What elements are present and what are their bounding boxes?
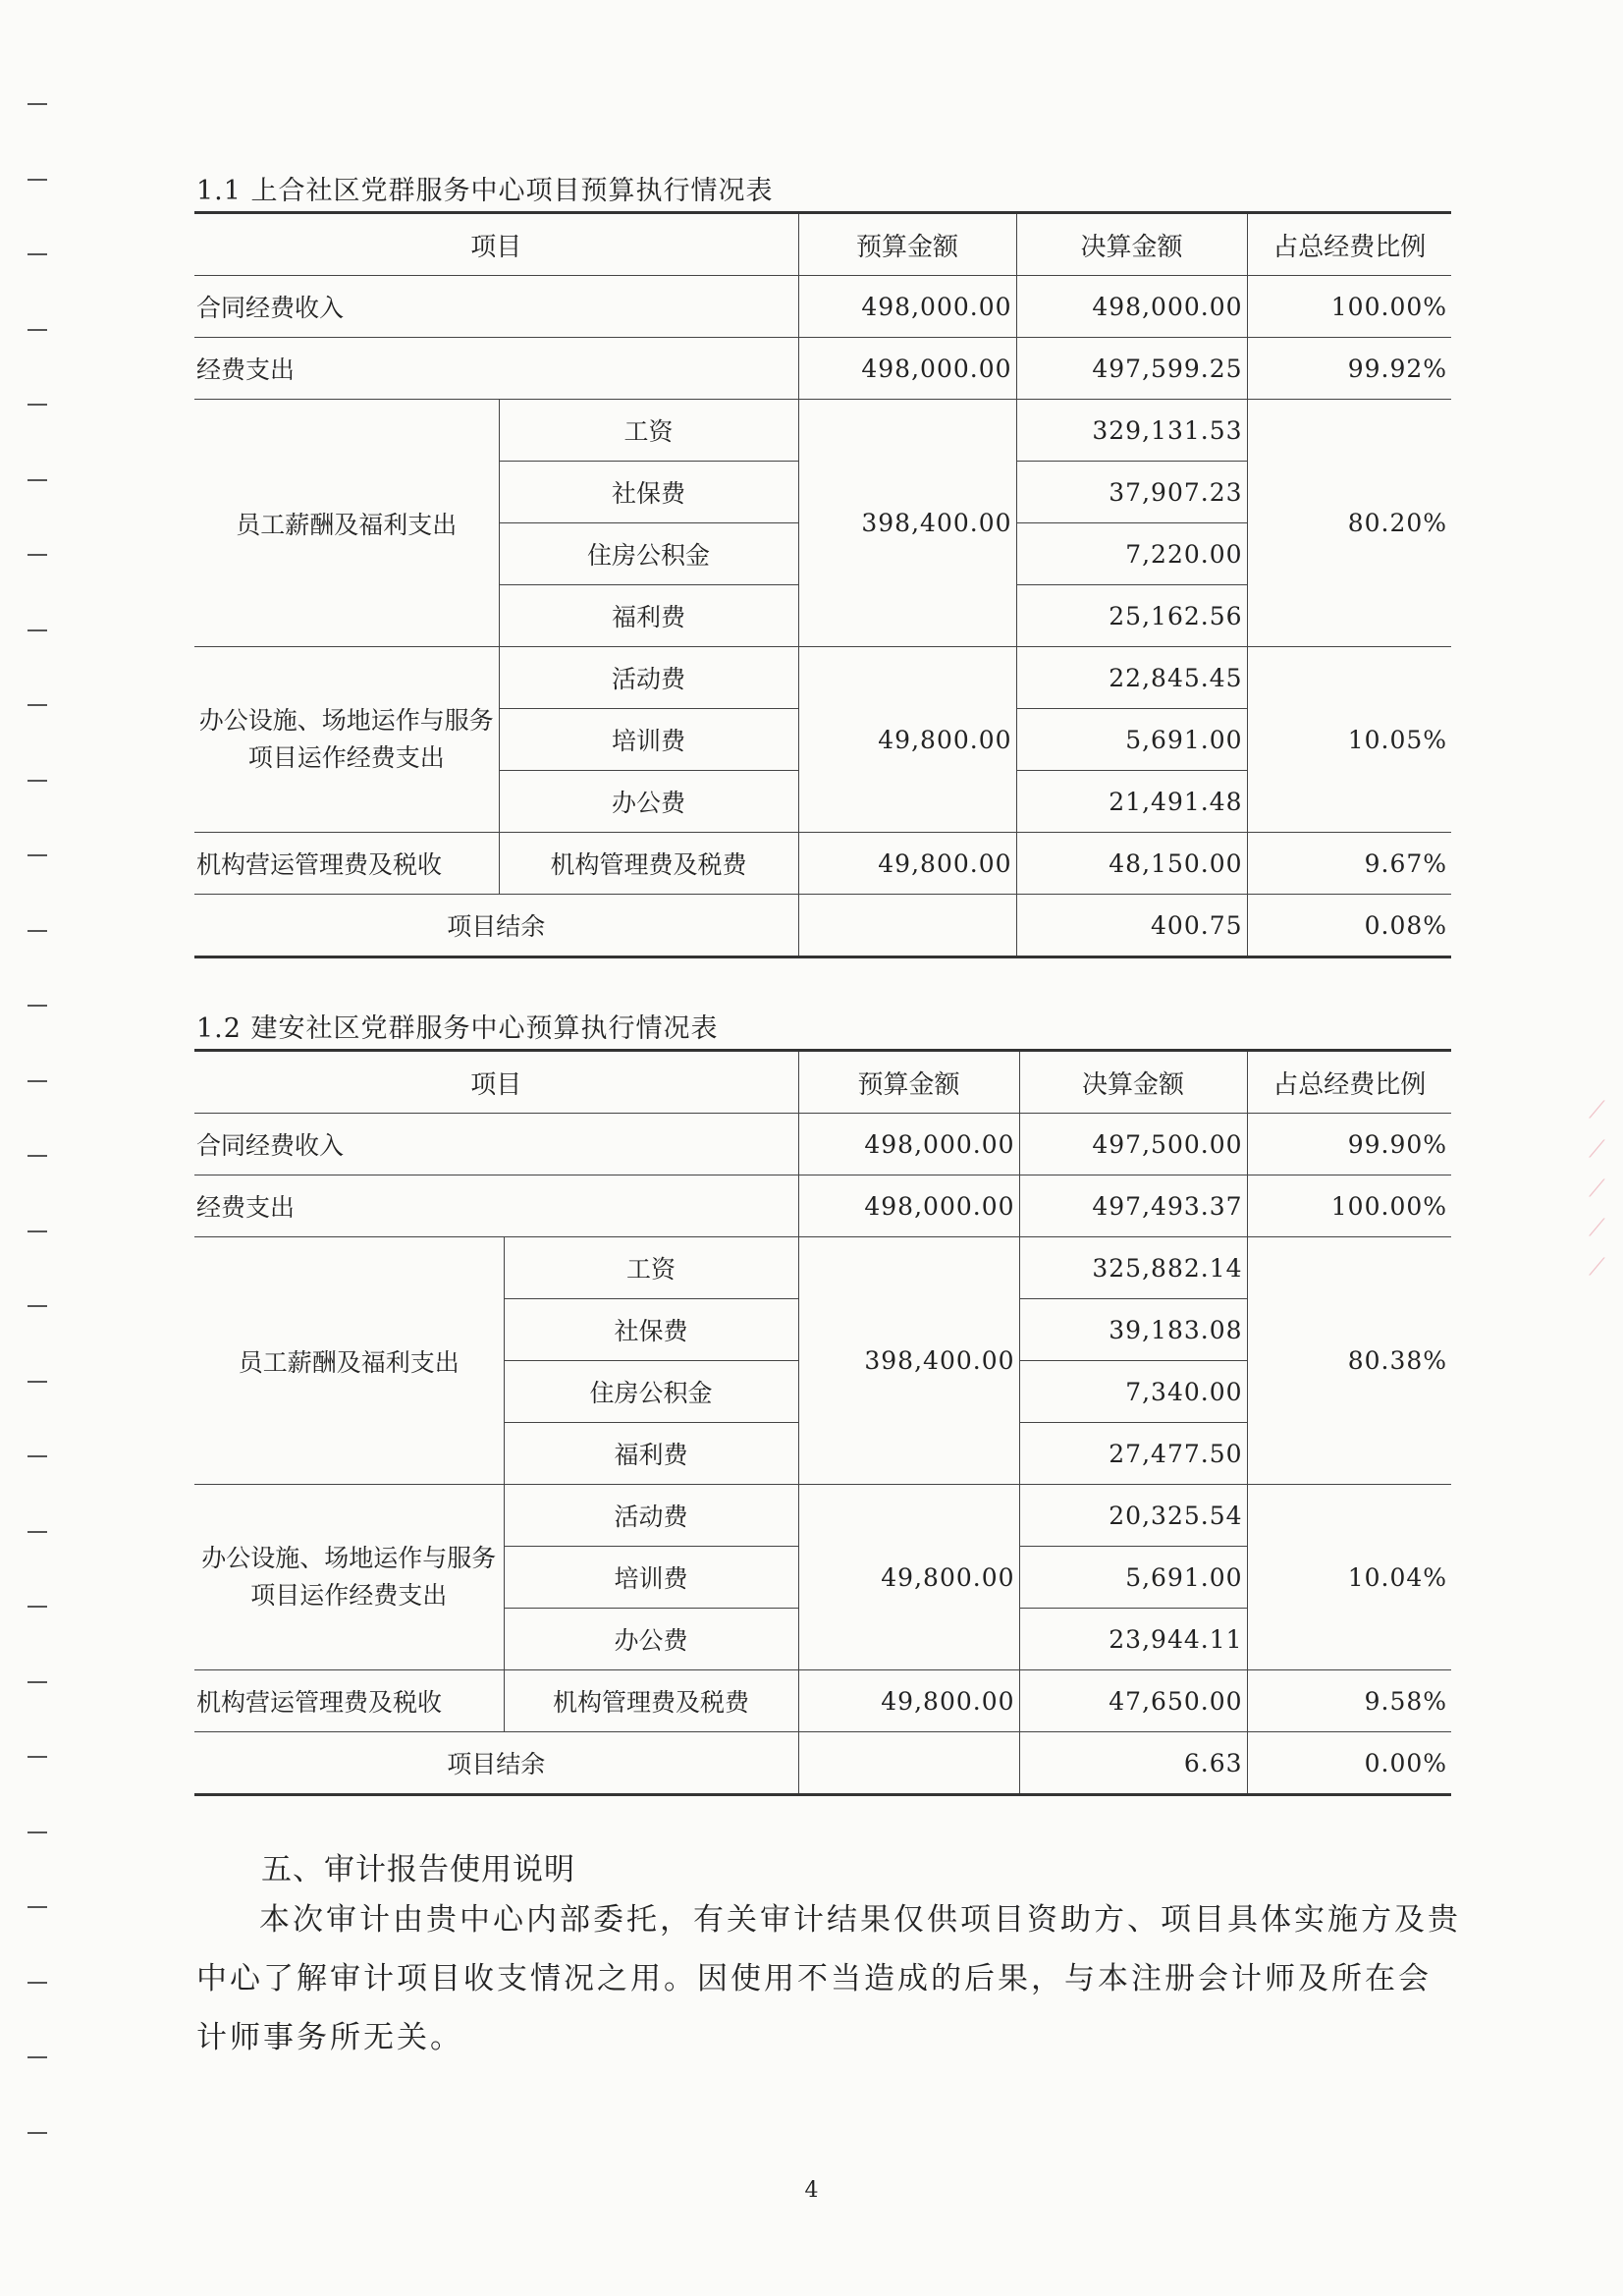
- category-label: 员工薪酬及福利支出: [194, 400, 499, 647]
- seal-stamp-fragment: ⟋ ⟋ ⟋ ⟋ ⟋: [1589, 1096, 1605, 1281]
- ratio-value: 80.20%: [1247, 400, 1451, 647]
- final-amount: 27,477.50: [1019, 1423, 1247, 1485]
- final-amount: 6.63: [1019, 1732, 1247, 1795]
- binding-mark: [27, 704, 47, 706]
- mgmt-row: [194, 1670, 1451, 1732]
- binding-mark: [27, 780, 47, 782]
- budget-amount: 498,000.00: [798, 338, 1016, 400]
- binding-mark: [27, 1155, 47, 1157]
- balance-row: [194, 1732, 1451, 1795]
- ratio-value: 9.58%: [1247, 1670, 1451, 1732]
- income-row: [194, 276, 1451, 338]
- subitem-label: 福利费: [499, 585, 798, 647]
- subitem-label: 办公费: [499, 771, 798, 833]
- binding-mark: [27, 629, 47, 631]
- ratio-value: 9.67%: [1247, 833, 1451, 895]
- ratio-value: 100.00%: [1247, 276, 1451, 338]
- row-label: 合同经费收入: [194, 276, 798, 338]
- subitem-label: 机构管理费及税费: [504, 1670, 798, 1732]
- subitem-label: 社保费: [504, 1299, 798, 1361]
- category-label: 机构营运管理费及税收: [194, 833, 499, 895]
- binding-mark: [27, 1756, 47, 1758]
- binding-mark: [27, 1080, 47, 1082]
- table2-budget-execution: [194, 1049, 1451, 1796]
- binding-mark: [27, 1455, 47, 1457]
- budget-amount: 49,800.00: [798, 1485, 1019, 1670]
- budget-amount: 498,000.00: [798, 1114, 1019, 1175]
- final-amount: 20,325.54: [1019, 1485, 1247, 1547]
- binding-mark: [27, 1531, 47, 1533]
- expense-row: [194, 338, 1451, 400]
- final-amount: 329,131.53: [1016, 400, 1247, 462]
- binding-mark: [27, 253, 47, 255]
- binding-mark: [27, 854, 47, 856]
- final-amount: 325,882.14: [1019, 1237, 1247, 1299]
- table-header-row: [194, 213, 1451, 276]
- office-row: [194, 647, 1451, 709]
- budget-amount: 49,800.00: [798, 647, 1016, 833]
- binding-mark: [27, 2056, 47, 2058]
- budget-amount: 398,400.00: [798, 400, 1016, 647]
- binding-mark: [27, 404, 47, 406]
- header-ratio: 占总经费比例: [1247, 213, 1451, 276]
- section5-paragraph: 本次审计由贵中心内部委托，有关审计结果仅供项目资助方、项目具体实施方及贵中心了解审计项目收支情况之用。因使用不当造成的后果，与本注册会计师及所在会计师事务所无关。: [196, 1902, 1461, 2055]
- final-amount: 21,491.48: [1016, 771, 1247, 833]
- ratio-value: 10.05%: [1247, 647, 1451, 833]
- table-header-row: [194, 1051, 1451, 1114]
- subitem-label: 工资: [499, 400, 798, 462]
- budget-amount: 49,800.00: [798, 1670, 1019, 1732]
- subitem-label: 培训费: [504, 1547, 798, 1609]
- page-number: 4: [804, 2178, 819, 2203]
- binding-mark: [27, 1831, 47, 1833]
- subitem-label: 住房公积金: [499, 523, 798, 585]
- income-row: [194, 1114, 1451, 1175]
- category-label: 办公设施、场地运作与服务项目运作经费支出: [194, 1485, 504, 1670]
- mgmt-row: [194, 833, 1451, 895]
- subitem-label: 活动费: [499, 647, 798, 709]
- category-label: 机构营运管理费及税收: [194, 1670, 504, 1732]
- header-ratio: 占总经费比例: [1247, 1051, 1451, 1114]
- final-amount: 23,944.11: [1019, 1609, 1247, 1670]
- section5-heading: 五、审计报告使用说明: [261, 1852, 575, 1887]
- ratio-value: 0.00%: [1247, 1732, 1451, 1795]
- final-amount: 37,907.23: [1016, 462, 1247, 523]
- category-label: 员工薪酬及福利支出: [194, 1237, 504, 1485]
- header-final: 决算金额: [1019, 1051, 1247, 1114]
- balance-row: [194, 895, 1451, 957]
- final-amount: 47,650.00: [1019, 1670, 1247, 1732]
- final-amount: 22,845.45: [1016, 647, 1247, 709]
- staff-row: [194, 400, 1451, 462]
- ratio-value: 99.92%: [1247, 338, 1451, 400]
- budget-amount-empty: [798, 1732, 1019, 1795]
- staff-row: [194, 1237, 1451, 1299]
- subitem-label: 工资: [504, 1237, 798, 1299]
- ratio-value: 100.00%: [1247, 1175, 1451, 1237]
- row-label: 合同经费收入: [194, 1114, 798, 1175]
- budget-amount: 498,000.00: [798, 276, 1016, 338]
- row-label: 项目结余: [194, 1732, 798, 1795]
- binding-mark: [27, 1906, 47, 1908]
- budget-amount: 49,800.00: [798, 833, 1016, 895]
- header-budget: 预算金额: [798, 1051, 1019, 1114]
- binding-mark: [27, 179, 47, 181]
- final-amount: 5,691.00: [1016, 709, 1247, 771]
- expense-row: [194, 1175, 1451, 1237]
- final-amount: 498,000.00: [1016, 276, 1247, 338]
- ratio-value: 80.38%: [1247, 1237, 1451, 1485]
- binding-mark: [27, 1305, 47, 1307]
- final-amount: 39,183.08: [1019, 1299, 1247, 1361]
- final-amount: 497,500.00: [1019, 1114, 1247, 1175]
- row-label: 经费支出: [194, 338, 798, 400]
- office-row: [194, 1485, 1451, 1547]
- budget-amount: 498,000.00: [798, 1175, 1019, 1237]
- subitem-label: 机构管理费及税费: [499, 833, 798, 895]
- final-amount: 5,691.00: [1019, 1547, 1247, 1609]
- binding-mark: [27, 479, 47, 481]
- subitem-label: 福利费: [504, 1423, 798, 1485]
- table1-budget-execution: [194, 211, 1451, 958]
- binding-mark: [27, 1230, 47, 1232]
- header-item: 项目: [194, 1051, 798, 1114]
- header-budget: 预算金额: [798, 213, 1016, 276]
- binding-mark: [27, 1005, 47, 1007]
- header-item: 项目: [194, 213, 798, 276]
- binding-mark: [27, 2132, 47, 2134]
- subitem-label: 活动费: [504, 1485, 798, 1547]
- final-amount: 497,599.25: [1016, 338, 1247, 400]
- binding-mark: [27, 1606, 47, 1608]
- binding-mark: [27, 329, 47, 331]
- binding-mark: [27, 103, 47, 105]
- final-amount: 7,220.00: [1016, 523, 1247, 585]
- final-amount: 7,340.00: [1019, 1361, 1247, 1423]
- category-label: 办公设施、场地运作与服务项目运作经费支出: [194, 647, 499, 833]
- final-amount: 497,493.37: [1019, 1175, 1247, 1237]
- ratio-value: 10.04%: [1247, 1485, 1451, 1670]
- binding-mark: [27, 1681, 47, 1683]
- subitem-label: 社保费: [499, 462, 798, 523]
- final-amount: 25,162.56: [1016, 585, 1247, 647]
- table1-caption: 1.1 上合社区党群服务中心项目预算执行情况表: [196, 176, 774, 206]
- row-label: 经费支出: [194, 1175, 798, 1237]
- binding-mark: [27, 1381, 47, 1383]
- row-label: 项目结余: [194, 895, 798, 957]
- subitem-label: 办公费: [504, 1609, 798, 1670]
- ratio-value: 0.08%: [1247, 895, 1451, 957]
- subitem-label: 住房公积金: [504, 1361, 798, 1423]
- subitem-label: 培训费: [499, 709, 798, 771]
- final-amount: 400.75: [1016, 895, 1247, 957]
- budget-amount: 398,400.00: [798, 1237, 1019, 1485]
- ratio-value: 99.90%: [1247, 1114, 1451, 1175]
- header-final: 决算金额: [1016, 213, 1247, 276]
- binding-mark: [27, 1982, 47, 1984]
- table2-caption: 1.2 建安社区党群服务中心预算执行情况表: [196, 1013, 719, 1044]
- budget-amount-empty: [798, 895, 1016, 957]
- binding-mark: [27, 554, 47, 556]
- binding-mark: [27, 930, 47, 932]
- final-amount: 48,150.00: [1016, 833, 1247, 895]
